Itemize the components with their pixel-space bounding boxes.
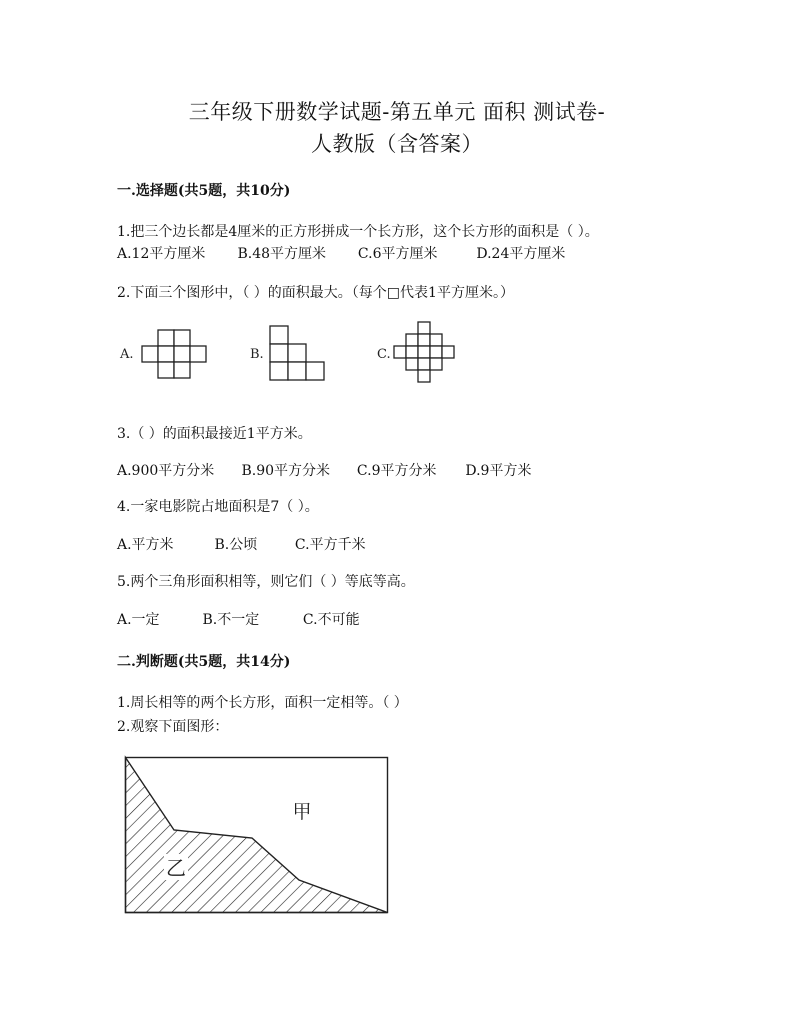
figure-b-squares [270, 326, 324, 380]
q2-figures [110, 318, 470, 388]
figure-b-square [270, 326, 288, 344]
figure-c-square [418, 358, 430, 370]
q4-option-b: B.公顷 [214, 537, 258, 553]
q3-option-d: D.9平方米 [465, 463, 532, 479]
q1-option-d: D.24平方厘米 [476, 246, 566, 262]
figure-c-square [406, 334, 418, 346]
title-line-1: 三年级下册数学试题-第五单元 面积 测试卷- [188, 100, 606, 124]
q2-stem: 2.下面三个图形中，（ ）的面积最大。（每个□代表1平方厘米。） [117, 285, 514, 301]
figure-c-square [406, 346, 418, 358]
figure-a-square [158, 362, 174, 378]
figure-a-square [158, 346, 174, 362]
figure-b-square [270, 362, 288, 380]
figure-c-square [418, 334, 430, 346]
q3-option-c: C.9平方分米 [356, 463, 437, 479]
figure-c-square [430, 346, 442, 358]
figure-b-square [270, 344, 288, 362]
section-2-heading: 二.判断题(共5题，共14分) [117, 654, 291, 670]
figure-c-square [394, 346, 406, 358]
figure-c-square [430, 358, 442, 370]
q4-options [117, 534, 366, 554]
figure-c-label: C. [377, 347, 391, 362]
q4-stem: 4.一家电影院占地面积是7（ ）。 [117, 499, 319, 515]
figure-b-label: B. [250, 347, 264, 362]
q3-stem: 3.（ ）的面积最接近1平方米。 [117, 426, 312, 442]
figure-c-squares [394, 322, 454, 382]
figure-a-square [174, 330, 190, 346]
figure-a-squares [142, 330, 206, 378]
figure-a-square [174, 346, 190, 362]
q5-option-c: C.不可能 [302, 612, 360, 628]
q5-option-b: B.不一定 [202, 612, 260, 628]
q4-option-c: C.平方千米 [294, 537, 366, 553]
figure-c-square [418, 346, 430, 358]
title-line-2: 人教版（含答案） [311, 132, 483, 156]
q3-options [117, 460, 531, 480]
q1-option-c: C.6平方厘米 [357, 246, 438, 262]
figure-c-square [418, 322, 430, 334]
figure-b-square [288, 344, 306, 362]
figure-b-square [306, 362, 324, 380]
q4-option-a: A.平方米 [117, 537, 174, 553]
s2-q1-stem: 1.周长相等的两个长方形，面积一定相等。（ ） [117, 695, 408, 711]
figure-b-square [288, 362, 306, 380]
q5-options [117, 609, 360, 629]
s2-q2-stem: 2.观察下面图形： [117, 719, 229, 735]
q5-stem: 5.两个三角形面积相等，则它们（ ）等底等高。 [117, 574, 415, 590]
figure-c-square [442, 346, 454, 358]
figure-c-square [406, 358, 418, 370]
region-label-jia: 甲 [292, 801, 312, 823]
section-1-heading: 一.选择题(共5题，共10分) [117, 183, 291, 199]
figure-a-square [142, 346, 158, 362]
figure-c-square [430, 334, 442, 346]
region-figure [124, 756, 390, 916]
q1-stem: 1.把三个边长都是4厘米的正方形拼成一个长方形，这个长方形的面积是（ ）。 [117, 224, 599, 240]
figure-c-square [418, 370, 430, 382]
q3-option-a: A.900平方分米 [117, 463, 215, 479]
figure-a-square [190, 346, 206, 362]
q5-option-a: A.一定 [117, 612, 160, 628]
figure-a-square [174, 362, 190, 378]
q1-option-a: A.12平方厘米 [117, 246, 206, 262]
q3-option-b: B.90平方分米 [241, 463, 331, 479]
figure-a-square [158, 330, 174, 346]
q1-option-b: B.48平方厘米 [237, 246, 327, 262]
q1-options [117, 243, 565, 263]
region-label-yi: 乙 [166, 856, 186, 880]
figure-a-label: A. [120, 347, 134, 362]
